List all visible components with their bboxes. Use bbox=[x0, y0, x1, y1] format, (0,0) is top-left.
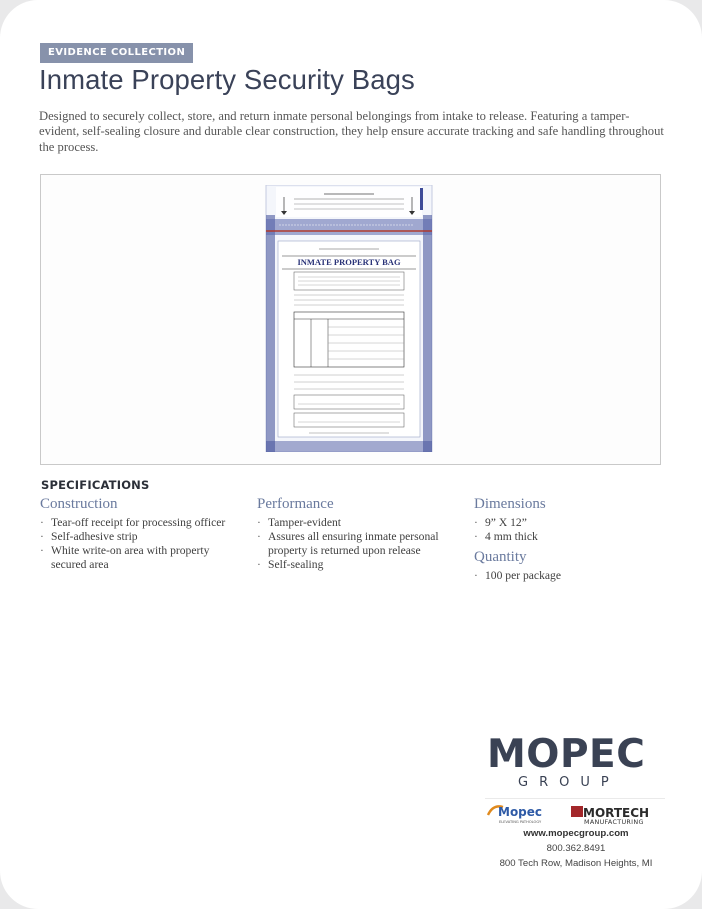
dimensions-section bbox=[474, 496, 654, 544]
mopec-tagline: ELEVATING PATHOLOGY bbox=[499, 820, 542, 824]
intro-paragraph: Designed to securely collect, store, and return inmate personal belongings from intake to release. Featuring a tamper-evident, self-sealing closure and durable clear construction, they help ensure accurate tracking and safe handling throughout the process. bbox=[39, 109, 664, 154]
list-item: · Self-sealing bbox=[257, 558, 452, 572]
dimensions-title: Dimensions bbox=[474, 496, 546, 512]
mopec-sub-logo: Mopec bbox=[498, 805, 543, 819]
address: 800 Tech Row, Madison Heights, MI bbox=[499, 858, 653, 869]
dimensions-list bbox=[474, 516, 654, 544]
construction-title: Construction bbox=[40, 496, 118, 512]
performance-title: Performance bbox=[257, 496, 334, 512]
sub-brand-logos bbox=[485, 798, 665, 824]
category-tag: EVIDENCE COLLECTION bbox=[40, 43, 193, 63]
website-link[interactable]: www.mopecgroup.com bbox=[523, 828, 629, 839]
list-item: · Tamper-evident bbox=[257, 516, 452, 530]
mortech-tagline: MANUFACTURING bbox=[584, 818, 644, 824]
construction-section bbox=[40, 496, 240, 572]
group-wordmark: GROUP bbox=[518, 775, 620, 790]
mortech-mark-icon bbox=[571, 806, 583, 817]
construction-list bbox=[40, 516, 240, 572]
performance-section bbox=[257, 496, 452, 572]
mopec-wordmark: MOPEC bbox=[487, 732, 646, 777]
page-title: Inmate Property Security Bags bbox=[39, 64, 415, 95]
list-item: · 9” X 12” bbox=[474, 516, 654, 530]
quantity-section bbox=[474, 549, 654, 583]
performance-list bbox=[257, 516, 452, 572]
list-item: · 4 mm thick bbox=[474, 530, 654, 544]
mortech-sub-logo: MORTECH bbox=[583, 806, 650, 820]
specifications-heading: SPECIFICATIONS bbox=[41, 478, 150, 492]
bag-title-text: INMATE PROPERTY BAG bbox=[297, 257, 401, 267]
list-item: · 100 per package bbox=[474, 569, 654, 583]
phone-number: 800.362.8491 bbox=[546, 843, 606, 854]
list-item: · White write-on area with property secured area bbox=[40, 544, 240, 572]
list-item: · Self-adhesive strip bbox=[40, 530, 240, 544]
quantity-title: Quantity bbox=[474, 549, 527, 565]
list-item: · Tear-off receipt for processing officer bbox=[40, 516, 240, 530]
list-item: · Assures all ensuring inmate personal property is returned upon release bbox=[257, 530, 452, 558]
quantity-list bbox=[474, 569, 654, 583]
security-bag-image bbox=[264, 185, 434, 452]
contact-block bbox=[480, 826, 672, 871]
